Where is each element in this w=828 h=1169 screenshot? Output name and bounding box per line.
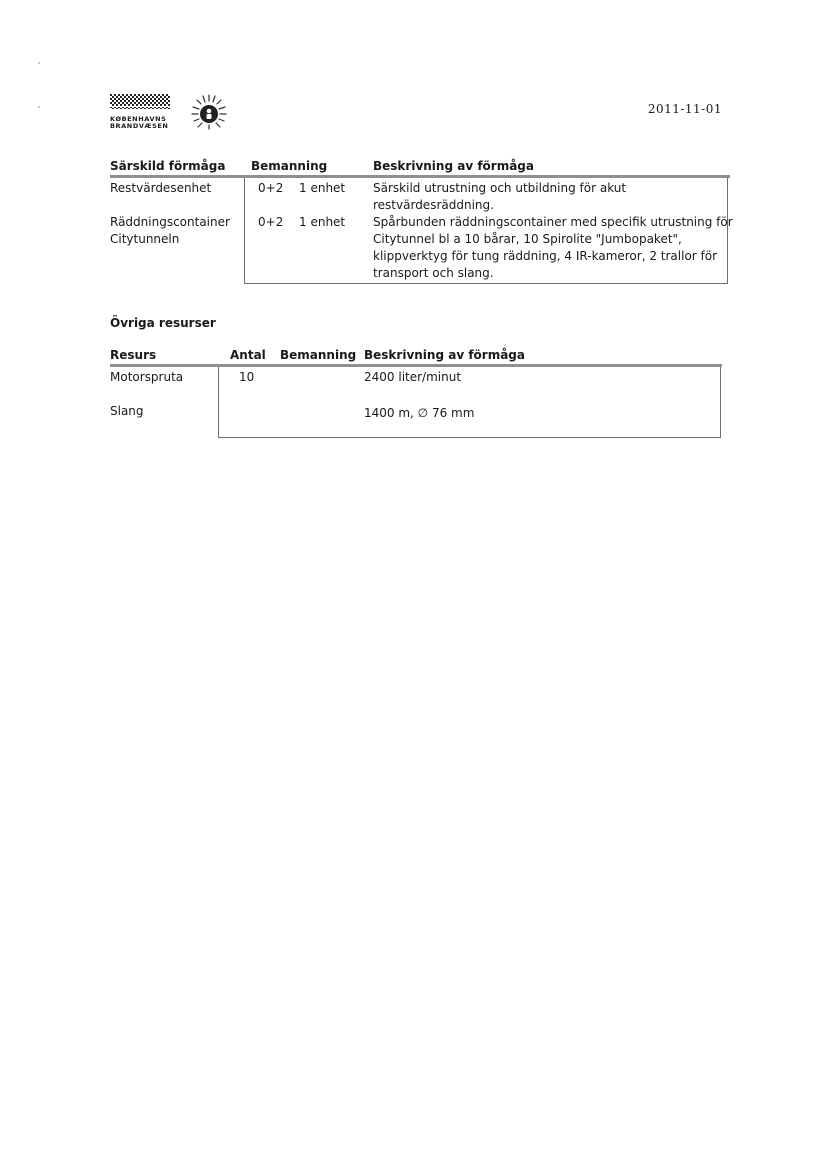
header-rule	[110, 175, 730, 178]
header-resource: Resurs	[110, 348, 157, 362]
checkered-pattern-icon	[110, 94, 172, 114]
resource-cell: Motorspruta	[110, 370, 184, 384]
header-rule	[110, 364, 722, 367]
staffing-cell: 0+2	[258, 215, 284, 229]
table-border-right	[727, 178, 728, 284]
table-border-left	[218, 367, 219, 438]
logo-text-line2: BRANDVÆSEN	[110, 122, 169, 130]
staffing-cell: 0+2	[258, 181, 284, 195]
capability-cell: Restvärdesenhet	[110, 181, 212, 195]
description-cell: 2400 liter/minut	[364, 370, 462, 384]
description-line: transport och slang.	[373, 266, 494, 280]
table-border-left	[244, 178, 245, 284]
header-staffing: Bemanning	[251, 159, 328, 173]
count-cell: 10	[239, 370, 255, 384]
table-border-right	[720, 367, 721, 438]
capability-cell: Räddningscontainer	[110, 215, 230, 229]
header-count: Antal	[230, 348, 266, 362]
section-title: Övriga resurser	[110, 316, 216, 330]
units-cell: 1 enhet	[299, 215, 346, 229]
description-cell: 1400 m, ∅ 76 mm	[364, 406, 475, 420]
description-line: Citytunnel bl a 10 bårar, 10 Spirolite "Jumbopaket",	[373, 232, 682, 246]
header-description: Beskrivning av förmåga	[373, 159, 534, 173]
table-border-bottom	[218, 437, 721, 438]
special-capability-table	[110, 157, 733, 287]
scan-speck	[38, 106, 40, 108]
capability-cell: Citytunneln	[110, 232, 180, 246]
resource-cell: Slang	[110, 404, 144, 418]
header-capability: Särskild förmåga	[110, 159, 226, 173]
table-border-bottom	[244, 283, 728, 284]
header-staffing: Bemanning	[280, 348, 357, 362]
scan-speck	[38, 62, 40, 64]
logo-text-line1: KØBENHAVNS	[110, 115, 167, 123]
description-line: Särskild utrustning och utbildning för akut	[373, 181, 627, 195]
description-line: restvärdesräddning.	[373, 198, 494, 212]
header	[110, 92, 730, 137]
sunburst-emblem-icon	[188, 92, 230, 138]
document-date: 2011-11-01	[647, 102, 722, 116]
header-description: Beskrivning av förmåga	[364, 348, 525, 362]
other-resources-table	[110, 346, 725, 441]
description-line: Spårbunden räddningscontainer med specifik utrustning för	[373, 215, 733, 229]
description-line: klippverktyg för tung räddning, 4 IR-kameror, 2 trallor för	[373, 249, 718, 263]
units-cell: 1 enhet	[299, 181, 346, 195]
